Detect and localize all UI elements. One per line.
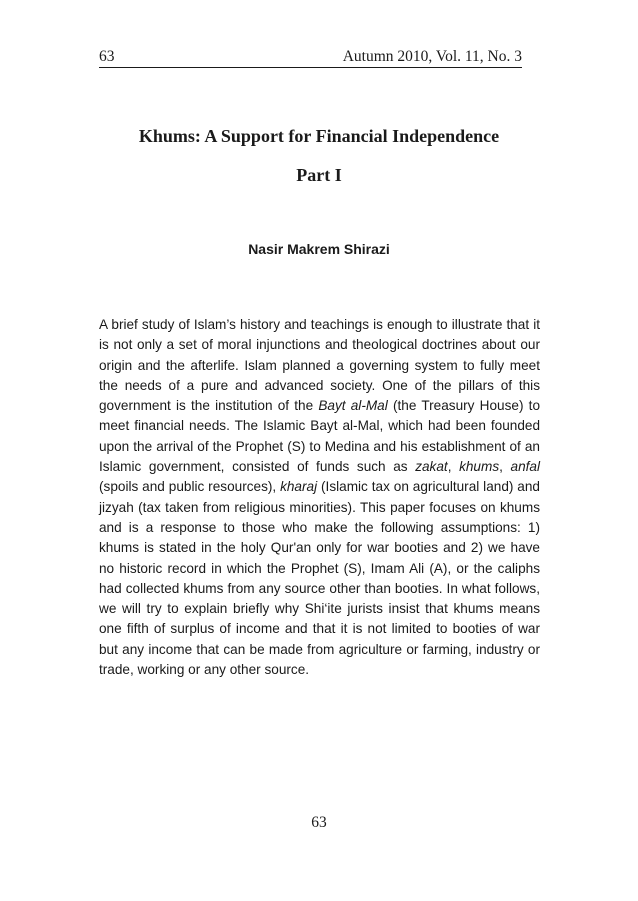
abstract-text-2: (the Treasury House) to meet financial needs. The Islamic Bayt al-Mal, which had been founded upon the arrival of the Prophet (S) to Medina and his establishment of an Islamic government, consisted of funds such as [99,398,541,475]
abstract-sep-2: , [499,459,511,475]
term-zakat: zakat [415,459,448,475]
term-anfal: anfal [510,459,540,475]
header-page-number: 63 [99,48,115,65]
term-kharaj: kharaj [280,479,318,495]
abstract-text-4: (Islamic tax on agricultural land) and jizyah (tax taken from religious minorities). This paper focuses on khums and is a response to those who make the following assumptions: 1) khums is stated in the holy Qur'an only for war booties and 2) we have no historic record in which the Prophet (S), Imam Ali (A), or the caliphs had collected khums from any source other than booties. In what follows, we will try to explain briefly why Shi‘ite jurists insist that khums means one fifth of surplus of income and that it is not limited to booties of war but any income that can be made from agriculture or farming, industry or trade, working or any other source. [99,479,540,678]
abstract-sep-1: , [447,459,460,475]
footer-page-number: 63 [311,814,327,831]
running-header [99,47,522,68]
term-bayt-al-mal: Bayt al-Mal [318,398,388,414]
abstract-text-1: A brief study of Islam’s history and teachings is enough to illustrate that it is not only a set of moral injunctions and theological doctrines about our origin and the afterlife. Islam planned a governing system to fully meet the needs of a pure and advanced society. One of the pillars of this government is the institution of the [99,317,540,414]
header-journal-issue: Autumn 2010, Vol. 11, No. 3 [342,48,522,65]
article-author: Nasir Makrem Shirazi [248,241,390,257]
article-title: Khums: A Support for Financial Independence [138,126,500,146]
abstract-paragraph [99,315,540,680]
abstract-text-3: (spoils and public resources), [99,479,281,495]
term-khums: khums [459,459,500,475]
article-part: Part I [296,165,342,185]
